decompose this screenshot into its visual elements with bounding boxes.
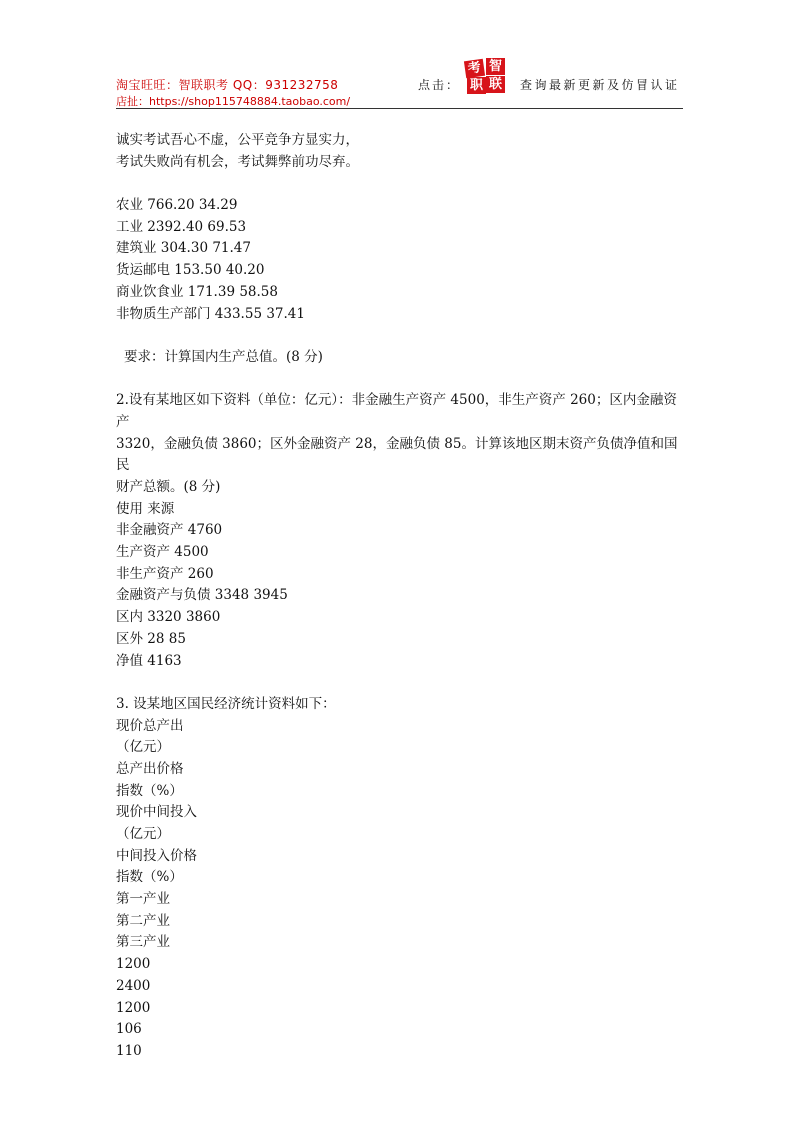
q1-row: 建筑业 304.30 71.47 — [116, 240, 251, 257]
q2-row: 非生产资产 260 — [116, 565, 214, 582]
q3-row: 1200 — [116, 956, 151, 973]
q2-row: 使用 来源 — [116, 500, 175, 517]
q3-row: 2400 — [116, 977, 151, 994]
q1-row: 工业 2392.40 69.53 — [116, 218, 247, 235]
q3-row: 第三产业 — [116, 934, 170, 951]
logo-char: 职 — [467, 77, 486, 94]
q2-row: 区内 3320 3860 — [116, 609, 221, 626]
q2-text: 产 — [116, 413, 130, 430]
q3-row: 现价中间投入 — [116, 804, 197, 821]
intro-line: 诚实考试吾心不虚，公平竞争方显实力， — [116, 132, 359, 148]
q3-row: （亿元） — [116, 739, 170, 756]
q3-row: 第一产业 — [116, 891, 170, 908]
q3-row: 110 — [116, 1042, 142, 1059]
shop-url-link[interactable]: 店扯：https://shop115748884.taobao.com/ — [116, 95, 351, 108]
shop-contact: 淘宝旺旺：智联职考 QQ：931232758 — [116, 78, 339, 92]
header-divider — [116, 108, 683, 109]
q2-text: 2.设有某地区如下资料（单位：亿元）：非金融生产资产 4500，非生产资产 260；区内金融资 — [116, 392, 677, 409]
verify-link[interactable]: 查询最新更新及仿冒认证 — [520, 78, 680, 92]
q3-row: 1200 — [116, 999, 151, 1016]
q1-row: 非物质生产部门 433.55 37.41 — [116, 305, 305, 322]
q2-row: 净值 4163 — [116, 652, 182, 669]
q3-row: 现价总产出 — [116, 717, 184, 734]
q1-row: 农业 766.20 34.29 — [116, 197, 238, 214]
intro-line: 考试失败尚有机会，考试舞弊前功尽弃。 — [116, 153, 359, 170]
click-label: 点击： — [418, 78, 461, 92]
page-header — [116, 59, 683, 110]
q2-row: 金融资产与负债 3348 3945 — [116, 587, 288, 604]
q1-row: 商业饮食业 171.39 58.58 — [116, 283, 278, 300]
logo-char: 联 — [486, 76, 505, 93]
q3-row: 106 — [116, 1021, 142, 1038]
q3-title: 3. 设某地区国民经济统计资料如下： — [116, 695, 336, 712]
q2-text: 3320，金融负债 3860；区外金融资产 28，金融负债 85。计算该地区期末资产负债净值和国 — [116, 435, 678, 452]
q3-row: 指数（%） — [116, 869, 183, 886]
logo-char: 考 — [464, 59, 485, 78]
q2-row: 非金融资产 4760 — [116, 522, 223, 539]
q2-row: 区外 28 85 — [116, 630, 186, 647]
document-body — [116, 130, 688, 1063]
q3-row: （亿元） — [116, 826, 170, 842]
q2-text: 财产总额。(8 分) — [116, 479, 221, 495]
q3-row: 总产出价格 — [116, 760, 184, 777]
q3-row: 指数（%） — [116, 782, 183, 799]
q3-row: 第二产业 — [116, 912, 170, 929]
zhilian-logo[interactable] — [465, 58, 507, 96]
q1-requirement: 要求：计算国内生产总值。(8 分) — [124, 348, 323, 365]
q3-row: 中间投入价格 — [116, 847, 197, 864]
q2-row: 生产资产 4500 — [116, 544, 209, 561]
logo-char: 智 — [486, 58, 505, 75]
q1-row: 货运邮电 153.50 40.20 — [116, 262, 265, 279]
q2-text: 民 — [116, 457, 130, 474]
